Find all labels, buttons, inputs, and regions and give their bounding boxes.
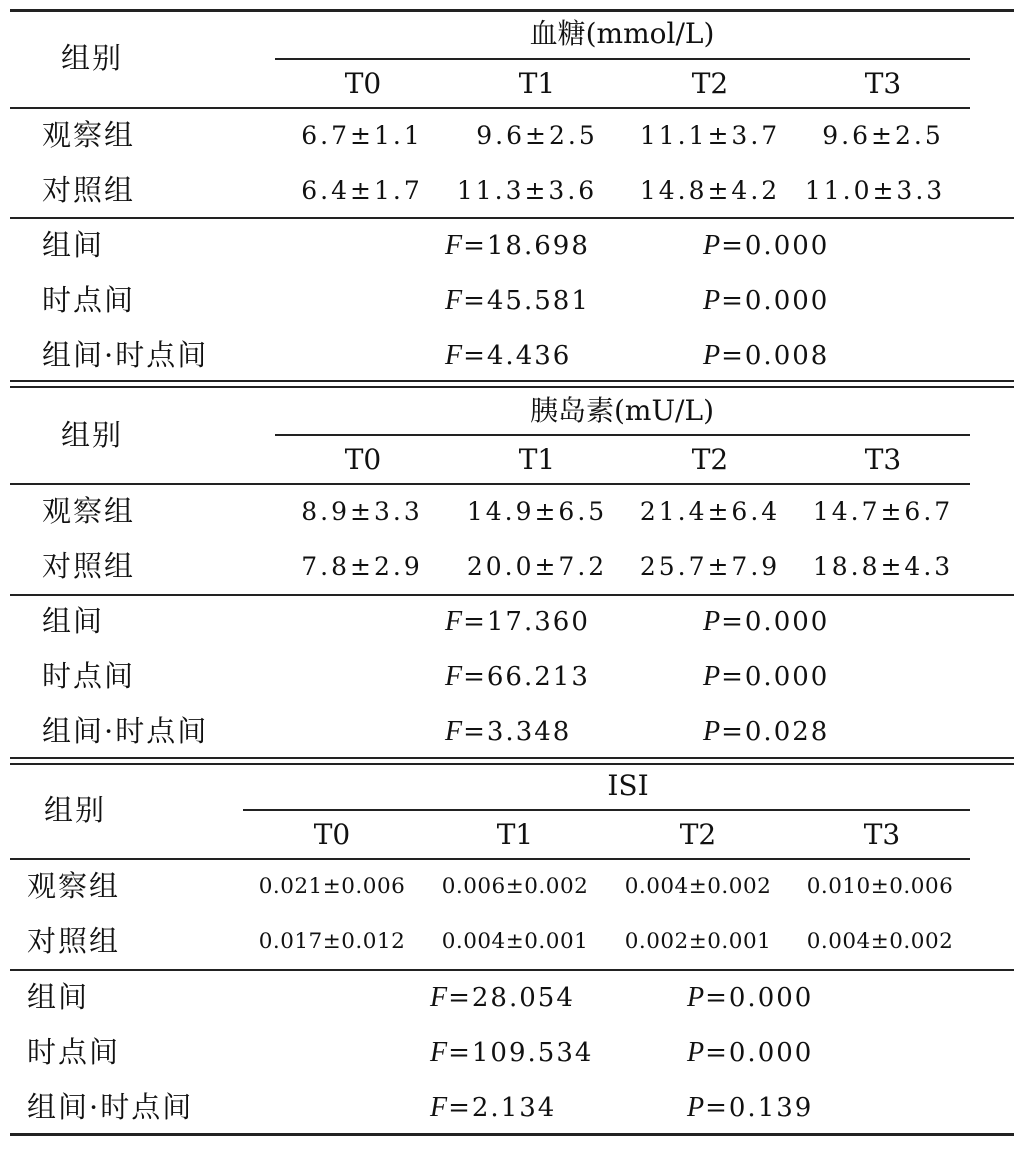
table-cell: 14.8±4.2	[639, 176, 781, 205]
body-rule	[10, 217, 1014, 219]
stat-label: 组间·时点间	[42, 714, 209, 748]
p-stat	[703, 608, 829, 636]
measure-underline	[275, 58, 970, 60]
table-cell: 6.4±1.7	[301, 176, 423, 205]
col-header-t1: T1	[518, 67, 556, 100]
stat-label: 组间·时点间	[42, 338, 209, 372]
table-cell: 9.6±2.5	[476, 121, 598, 150]
group-header: 组别	[60, 41, 124, 75]
f-value: =45.581	[463, 286, 590, 316]
table-cell: 20.0±7.2	[466, 552, 608, 581]
p-value: =0.028	[721, 717, 830, 747]
f-symbol: F	[445, 230, 464, 261]
f-value: =109.534	[448, 1038, 594, 1068]
p-symbol: P	[703, 606, 722, 637]
p-stat	[703, 287, 829, 315]
col-header-t2: T2	[679, 818, 717, 851]
group-header: 组别	[43, 793, 107, 827]
f-stat	[430, 1094, 556, 1122]
f-symbol: F	[430, 982, 449, 1013]
stat-label: 组间	[27, 980, 90, 1014]
f-stat	[445, 608, 590, 636]
p-symbol: P	[703, 230, 722, 261]
p-symbol: P	[703, 661, 722, 692]
table-cell: 11.1±3.7	[639, 121, 781, 150]
f-stat	[445, 287, 590, 315]
table-cell: 0.004±0.002	[806, 929, 954, 954]
table-cell: 11.3±3.6	[456, 176, 598, 205]
table-cell: 18.8±4.3	[812, 552, 954, 581]
table-cell: 0.006±0.002	[441, 874, 589, 899]
p-stat	[703, 342, 829, 370]
f-symbol: F	[445, 340, 464, 371]
row-label: 观察组	[42, 494, 136, 528]
col-header-t0: T0	[344, 443, 382, 476]
p-stat	[703, 663, 829, 691]
stat-label: 时点间	[42, 659, 136, 693]
table-cell: 0.010±0.006	[806, 874, 954, 899]
f-value: =18.698	[463, 231, 590, 261]
table-cell: 0.004±0.002	[624, 874, 772, 899]
f-symbol: F	[445, 661, 464, 692]
f-value: =4.436	[463, 341, 572, 371]
section-divider	[10, 380, 1014, 382]
p-symbol: P	[703, 716, 722, 747]
measure-underline	[243, 809, 970, 811]
col-header-t3: T3	[864, 443, 902, 476]
table-cell: 7.8±2.9	[301, 552, 423, 581]
f-symbol: F	[430, 1037, 449, 1068]
section-divider	[10, 757, 1014, 759]
p-stat	[687, 1039, 813, 1067]
body-rule	[10, 969, 1014, 971]
header-rule	[10, 107, 970, 109]
f-symbol: F	[445, 716, 464, 747]
table-cell: 21.4±6.4	[639, 497, 781, 526]
f-symbol: F	[445, 285, 464, 316]
f-stat	[430, 984, 575, 1012]
section-divider	[10, 763, 1014, 765]
p-symbol: P	[703, 340, 722, 371]
stat-label: 时点间	[27, 1035, 121, 1069]
bottom-rule	[10, 1133, 1014, 1136]
table-cell: 14.9±6.5	[466, 497, 608, 526]
p-value: =0.000	[705, 983, 814, 1013]
measure-header: ISI	[607, 769, 649, 802]
table-cell: 0.004±0.001	[441, 929, 589, 954]
header-rule	[10, 858, 970, 860]
f-value: =28.054	[448, 983, 575, 1013]
f-stat	[445, 232, 590, 260]
f-symbol: F	[430, 1092, 449, 1123]
f-value: =2.134	[448, 1093, 557, 1123]
p-symbol: P	[687, 982, 706, 1013]
group-header: 组别	[60, 418, 124, 452]
col-header-t0: T0	[344, 67, 382, 100]
table-cell: 0.021±0.006	[258, 874, 406, 899]
p-value: =0.139	[705, 1093, 814, 1123]
col-header-t1: T1	[496, 818, 534, 851]
p-symbol: P	[687, 1092, 706, 1123]
col-header-t2: T2	[691, 443, 729, 476]
row-label: 对照组	[42, 173, 136, 207]
p-stat	[703, 232, 829, 260]
table-cell: 0.017±0.012	[258, 929, 406, 954]
table-cell: 11.0±3.3	[804, 176, 946, 205]
p-value: =0.000	[705, 1038, 814, 1068]
section-divider	[10, 386, 1014, 388]
stat-label: 组间	[42, 604, 105, 638]
table-cell: 0.002±0.001	[624, 929, 772, 954]
p-value: =0.000	[721, 231, 830, 261]
f-stat	[430, 1039, 593, 1067]
f-value: =3.348	[463, 717, 572, 747]
table-cell: 6.7±1.1	[301, 121, 423, 150]
p-value: =0.000	[721, 607, 830, 637]
measure-underline	[275, 434, 970, 436]
stat-label: 组间·时点间	[27, 1090, 194, 1124]
f-value: =17.360	[463, 607, 590, 637]
stat-label: 组间	[42, 228, 105, 262]
row-label: 对照组	[27, 924, 121, 958]
measure-header: 血糖(mmol/L)	[529, 17, 715, 50]
f-stat	[445, 663, 590, 691]
header-rule	[10, 483, 970, 485]
table-cell: 9.6±2.5	[822, 121, 944, 150]
f-stat	[445, 342, 571, 370]
col-header-t3: T3	[863, 818, 901, 851]
table-cell: 14.7±6.7	[812, 497, 954, 526]
p-stat	[703, 718, 829, 746]
p-symbol: P	[687, 1037, 706, 1068]
f-stat	[445, 718, 571, 746]
f-symbol: F	[445, 606, 464, 637]
p-stat	[687, 1094, 813, 1122]
f-value: =66.213	[463, 662, 590, 692]
p-value: =0.000	[721, 662, 830, 692]
measure-header: 胰岛素(mU/L)	[529, 394, 715, 427]
row-label: 对照组	[42, 549, 136, 583]
top-rule	[10, 9, 1014, 12]
row-label: 观察组	[27, 869, 121, 903]
col-header-t2: T2	[691, 67, 729, 100]
p-stat	[687, 984, 813, 1012]
p-value: =0.008	[721, 341, 830, 371]
table-cell: 25.7±7.9	[639, 552, 781, 581]
stat-label: 时点间	[42, 283, 136, 317]
table-cell: 8.9±3.3	[301, 497, 423, 526]
row-label: 观察组	[42, 118, 136, 152]
p-value: =0.000	[721, 286, 830, 316]
body-rule	[10, 594, 1014, 596]
col-header-t1: T1	[518, 443, 556, 476]
p-symbol: P	[703, 285, 722, 316]
col-header-t0: T0	[313, 818, 351, 851]
col-header-t3: T3	[864, 67, 902, 100]
